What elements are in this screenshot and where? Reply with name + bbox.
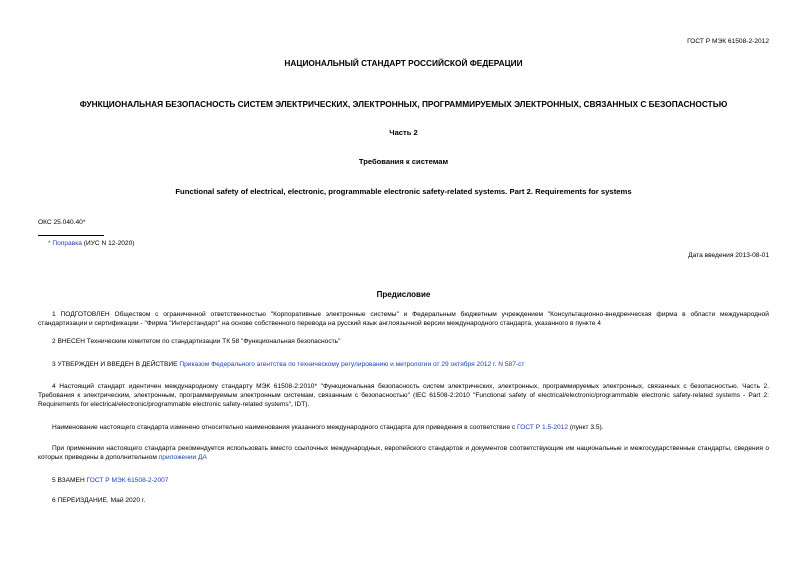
oks-code: ОКС 25.040.40* xyxy=(38,219,86,226)
introduction-date: Дата введения 2013-08-01 xyxy=(688,252,769,259)
order-link[interactable]: Приказом Федерального агентства по техническому регулированию и метрологии от 29 октября 2012 г. N 587-ст xyxy=(179,361,525,368)
footnote-divider xyxy=(38,235,104,236)
foreword-item-5 xyxy=(52,476,168,485)
name-change-text: Наименование настоящего стандарта изменено относительно наименования указанного международного стандарта для приведения в соответствие с xyxy=(52,424,517,431)
approved-label: 3 УТВЕРЖДЕН И ВВЕДЕН В ДЕЙСТВИЕ xyxy=(52,361,180,368)
foreword-name-change xyxy=(52,423,604,432)
part-number: Часть 2 xyxy=(389,128,418,137)
foreword-item-1: 1 ПОДГОТОВЛЕН Обществом с ограниченной ответственностью "Корпоративные электронные системы" и Федеральным бюджетным учреждением "Консультационно-внедренческая фирма в области международной стандартизации и сертификации - "Фирма "Интерстандарт" на основе собственного перевода на русский язык англоязычной версии международного стандарта, указанного в пункте 4 xyxy=(38,311,769,327)
foreword-heading: Предисловие xyxy=(376,290,431,299)
amendment-link[interactable]: Поправка xyxy=(52,240,82,247)
appendix-da-link[interactable]: приложении ДА xyxy=(158,454,207,461)
application-text: При применении настоящего стандарта рекомендуется использовать вместо ссылочных международных, европейского стандартов и документов соответствующие им национальные и межгосударственные стандарты, сведения о которых приведены в дополнительном xyxy=(38,445,769,461)
footnote-star: * xyxy=(48,240,53,247)
amendment-ref: (ИУС N 12-2020) xyxy=(81,240,135,247)
replaced-standard-link[interactable]: ГОСТ Р МЭК 61508-2-2007 xyxy=(86,477,169,484)
name-change-tail: (пункт 3.5). xyxy=(568,424,604,431)
document-code: ГОСТ Р МЭК 61508-2-2012 xyxy=(687,38,769,45)
foreword-application-note xyxy=(38,444,769,462)
part-subtitle: Требования к системам xyxy=(358,157,449,166)
replaces-label: 5 ВЗАМЕН xyxy=(52,477,87,484)
foreword-item-3 xyxy=(52,360,524,369)
amendment-note xyxy=(48,239,134,248)
foreword-item-4: 4 Настоящий стандарт идентичен международному стандарту МЭК 61508-2:2010* "Функциональная безопасность систем электрических, электронных, программируемых электронных, связанных с безопасностью. Часть 2. Требования к электрическим, электронным, программируемым электронным системам, связанным с безопасностью" (IEC 61508-2:2010 "Functional safety of electrical/electronic/programmable electronic safety-related systems - Part 2: Requirements for electrical/electronic/programmable electronic safety-related systems", IDT). xyxy=(38,383,769,408)
foreword-item-2: 2 ВНЕСЕН Техническим комитетом по стандартизации ТК 58 "Функциональная безопасность" xyxy=(52,338,341,345)
gost-1-5-link[interactable]: ГОСТ Р 1.5-2012 xyxy=(517,424,568,431)
national-standard-title: НАЦИОНАЛЬНЫЙ СТАНДАРТ РОССИЙСКОЙ ФЕДЕРАЦИИ xyxy=(284,58,523,68)
english-title: Functional safety of electrical, electronic, programmable electronic safety-related systems. Part 2. Requirements for systems xyxy=(175,187,632,196)
foreword-item-6: 6 ПЕРЕИЗДАНИЕ. Май 2020 г. xyxy=(52,497,146,504)
document-main-title: ФУНКЦИОНАЛЬНАЯ БЕЗОПАСНОСТЬ СИСТЕМ ЭЛЕКТРИЧЕСКИХ, ЭЛЕКТРОННЫХ, ПРОГРАММИРУЕМЫХ ЭЛЕКТРОННЫХ, СВЯЗАННЫХ С БЕЗОПАСНОСТЬЮ xyxy=(79,99,728,109)
